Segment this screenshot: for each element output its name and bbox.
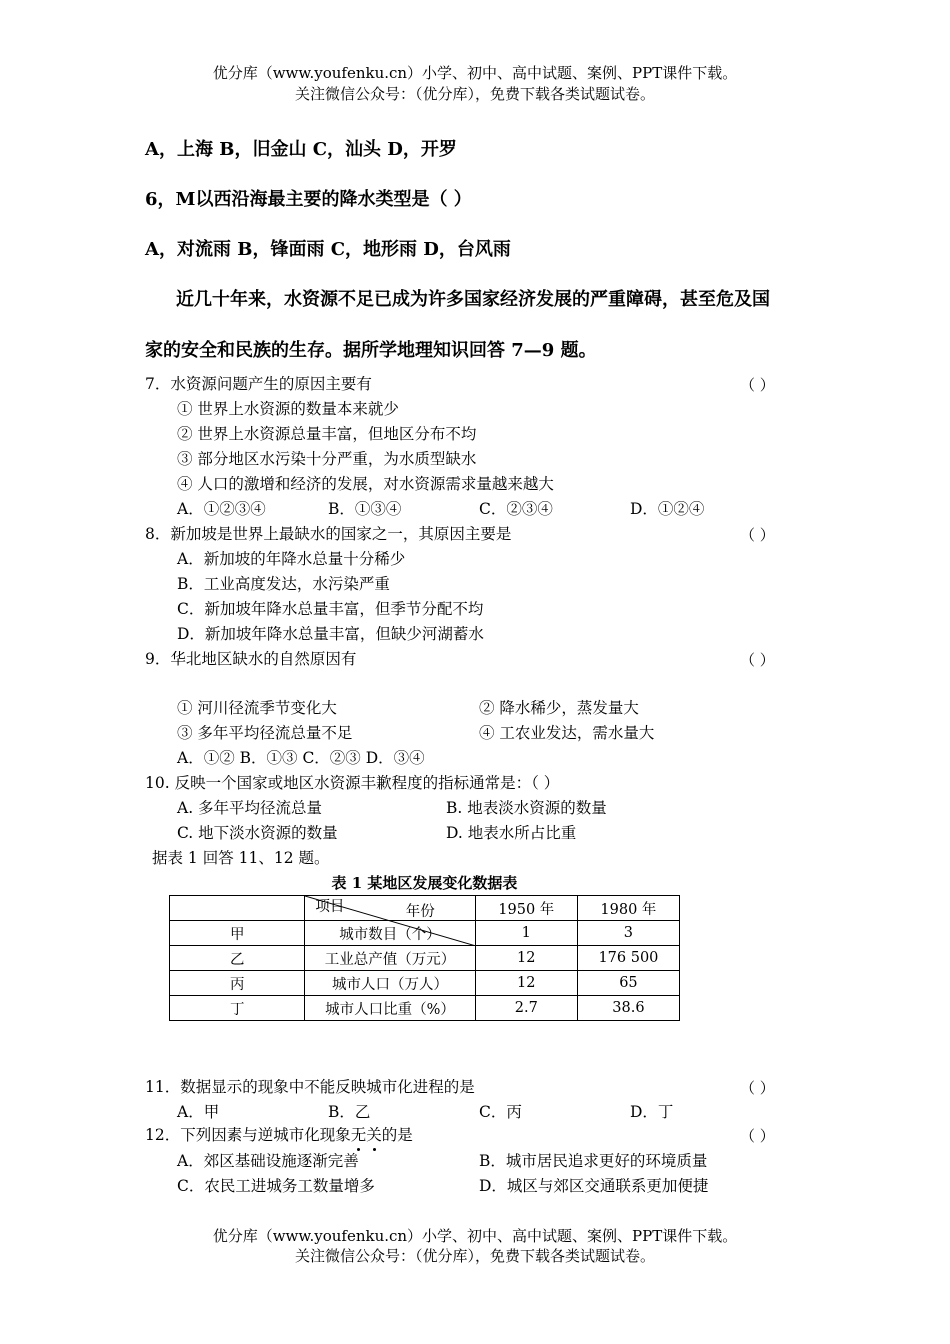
q10-option-b: B. 地表淡水资源的数量 (446, 799, 607, 817)
q11-option-c: C．丙 (479, 1103, 522, 1121)
row-1980-value: 65 (577, 971, 679, 996)
q11-option-d: D．丁 (630, 1103, 674, 1121)
table-intro: 据表 1 回答 11、12 题。 (152, 849, 330, 867)
q8-option-c: C．新加坡年降水总量丰富，但季节分配不均 (177, 600, 484, 618)
q11-answer-paren: （ ） (740, 1079, 775, 1097)
row-1950-value: 2.7 (475, 996, 577, 1021)
q12-option-c: C．农民工进城务工数量增多 (177, 1177, 375, 1195)
q7-option-b: B．①③④ (328, 500, 402, 518)
table-header-row (170, 896, 680, 921)
q12-answer-paren: （ ） (740, 1127, 775, 1145)
row-1950-value: 12 (475, 971, 577, 996)
q5-options: A，上海 B，旧金山 C，汕头 D，开罗 (145, 139, 457, 160)
q10-option-a: A. 多年平均径流总量 (177, 799, 323, 817)
q10-option-c: C. 地下淡水资源的数量 (177, 824, 338, 842)
q12-stem-before: 12．下列因素与逆城市化现象 (145, 1126, 351, 1144)
row-1950-value: 1 (475, 921, 577, 946)
q12-option-a: A．郊区基础设施逐渐完善 (177, 1152, 359, 1170)
q9-item-2: ② 降水稀少，蒸发量大 (479, 699, 639, 717)
row-key: 丁 (170, 996, 305, 1021)
q12-stem-emphasis-1: 无 (350, 1126, 367, 1144)
q7-option-c: C．②③④ (479, 500, 553, 518)
row-item: 城市人口比重（%） (305, 996, 475, 1021)
q8-option-b: B．工业高度发达，水污染严重 (177, 575, 390, 593)
intro-line2: 家的安全和民族的生存。据所学地理知识回答 7—9 题。 (145, 340, 597, 361)
q11-option-b: B．乙 (328, 1103, 371, 1121)
q8-option-a: A．新加坡的年降水总量十分稀少 (177, 550, 406, 568)
q11-stem: 11．数据显示的现象中不能反映城市化进程的是 (145, 1078, 475, 1096)
page-footer-line1: 优分库（www.youfenku.cn）小学、初中、高中试题、案例、PPT课件下载。 (212, 1227, 738, 1245)
table-header-empty (170, 896, 305, 921)
row-1950-value: 12 (475, 946, 577, 971)
q7-stem: 7．水资源问题产生的原因主要有 (145, 375, 372, 393)
q7-item-4: ④ 人口的激增和经济的发展，对水资源需求量越来越大 (177, 475, 554, 493)
q9-item-1: ① 河川径流季节变化大 (177, 699, 337, 717)
q6-stem: 6，M以西沿海最主要的降水类型是（ ） (145, 189, 472, 210)
intro-line1: 近几十年来，水资源不足已成为许多国家经济发展的严重障碍，甚至危及国 (176, 289, 770, 310)
q8-option-d: D．新加坡年降水总量丰富，但缺少河湖蓄水 (177, 625, 484, 643)
q7-answer-paren: （ ） (740, 376, 775, 394)
header-item-label: 项目 (315, 899, 345, 915)
page-header-line2: 关注微信公众号：（优分库），免费下载各类试题试卷。 (294, 85, 655, 103)
q6-options: A，对流雨 B，锋面雨 C，地形雨 D，台风雨 (145, 239, 511, 260)
table-row (170, 996, 680, 1021)
q12-option-d: D．城区与郊区交通联系更加便捷 (479, 1177, 709, 1195)
q9-item-4: ④ 工农业发达，需水量大 (479, 724, 655, 742)
row-1980-value: 176 500 (577, 946, 679, 971)
header-1980: 1980 年 (577, 896, 679, 921)
q7-item-3: ③ 部分地区水污染十分严重，为水质型缺水 (177, 450, 477, 468)
q9-item-3: ③ 多年平均径流总量不足 (177, 724, 353, 742)
q9-stem: 9．华北地区缺水的自然原因有 (145, 650, 357, 668)
table-caption: 表 1 某地区发展变化数据表 (331, 874, 518, 892)
row-item: 城市数目（个） (305, 921, 475, 946)
q7-item-2: ② 世界上水资源总量丰富，但地区分布不均 (177, 425, 477, 443)
table-header-diagonal (305, 896, 475, 921)
q8-stem: 8．新加坡是世界上最缺水的国家之一，其原因主要是 (145, 525, 512, 543)
q10-stem: 10. 反映一个国家或地区水资源丰歉程度的指标通常是：（ ） (145, 774, 560, 792)
data-table (169, 895, 680, 1021)
row-key: 丙 (170, 971, 305, 996)
q9-answer-paren: （ ） (740, 651, 775, 669)
table-row (170, 946, 680, 971)
row-1980-value: 3 (577, 921, 679, 946)
row-item: 城市人口（万人） (305, 971, 475, 996)
header-1950: 1950 年 (475, 896, 577, 921)
table-row (170, 971, 680, 996)
row-item: 工业总产值（万元） (305, 946, 475, 971)
q7-option-d: D．①②④ (630, 500, 705, 518)
q10-option-d: D. 地表水所占比重 (446, 824, 577, 842)
q12-stem-emphasis-2: 关 (366, 1126, 382, 1144)
q12-stem-after: 的是 (381, 1126, 413, 1144)
q7-item-1: ① 世界上水资源的数量本来就少 (177, 400, 399, 418)
row-1980-value: 38.6 (577, 996, 679, 1021)
row-key: 乙 (170, 946, 305, 971)
q11-option-a: A．甲 (177, 1103, 220, 1121)
q9-options: A．①② B．①③ C．②③ D．③④ (177, 749, 425, 767)
header-year-label: 年份 (405, 904, 435, 920)
page-footer-line2: 关注微信公众号：（优分库），免费下载各类试题试卷。 (294, 1247, 655, 1265)
q12-option-b: B．城市居民追求更好的环境质量 (479, 1152, 708, 1170)
q8-answer-paren: （ ） (740, 526, 775, 544)
q12-stem (145, 1125, 413, 1145)
q7-option-a: A．①②③④ (177, 500, 266, 518)
row-key: 甲 (170, 921, 305, 946)
page-header-line1: 优分库（www.youfenku.cn）小学、初中、高中试题、案例、PPT课件下载。 (212, 64, 738, 82)
